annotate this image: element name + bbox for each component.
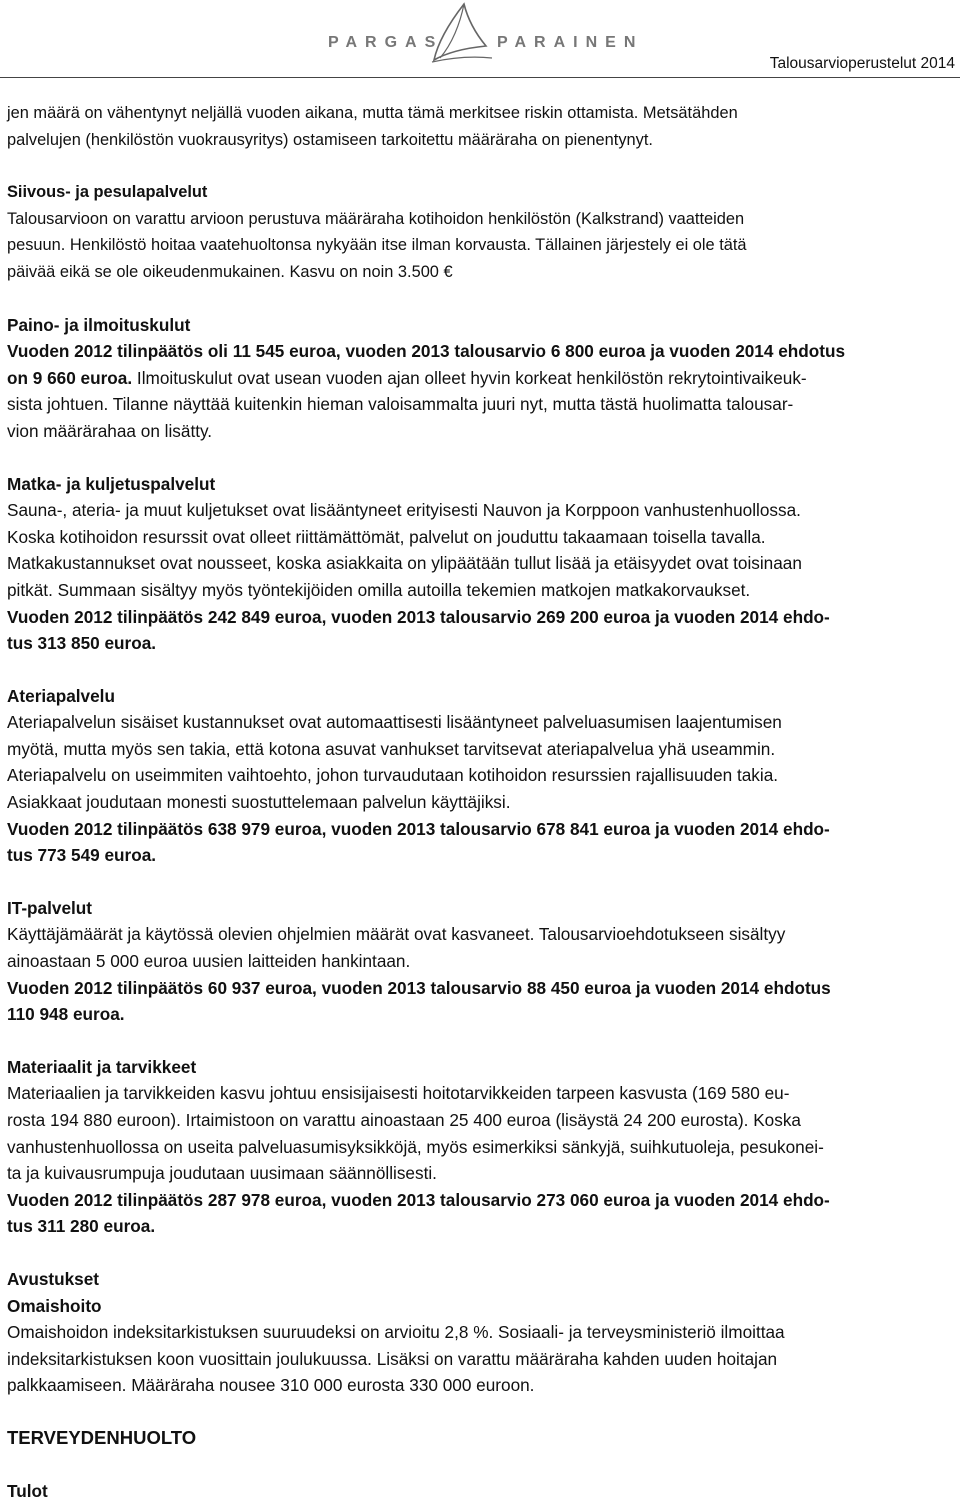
terveydenhuolto-section — [7, 1425, 953, 1504]
section-heading: Materiaalit ja tarvikkeet — [7, 1056, 197, 1077]
text-line: Sauna-, ateria- ja muut kuljetukset ovat lisääntyneet erityisesti Nauvon ja Korppoon vanhustenhuollossa. — [7, 500, 801, 521]
budget-figures-line: tus 313 850 euroa. — [7, 633, 157, 654]
subsection-heading: Omaishoito — [7, 1295, 102, 1316]
text-line: Ateriapalvelun sisäiset kustannukset ovat automaattisesti lisääntyneet palveluasumisen laajentumisen — [7, 712, 782, 733]
budget-figures-line: Vuoden 2012 tilinpäätös 60 937 euroa, vuoden 2013 talousarvio 88 450 euroa ja vuoden 2014 ehdotus — [7, 977, 831, 998]
text-line: Matkakustannukset ovat nousseet, koska asiakkaita on ylipäätään tullut lisää ja etäisyydet ovat toisinaan — [7, 553, 802, 574]
section-heading: Ateriapalvelu — [7, 685, 115, 706]
budget-figures-line: Vuoden 2012 tilinpäätös 287 978 euroa, vuoden 2013 talousarvio 273 060 euroa ja vuoden 2014 ehdo- — [7, 1189, 830, 1210]
sail-logo-icon — [430, 2, 494, 64]
text-line: Materiaalien ja tarvikkeiden kasvu johtuu ensisijaisesti hoitotarvikkeiden tarpeen kasvusta (169 580 eu- — [7, 1083, 790, 1104]
paino-section — [7, 312, 953, 445]
siivous-section — [7, 179, 953, 285]
text-line: Käyttäjämäärät ja käytössä olevien ohjelmien määrät ovat kasvaneet. Talousarvioehdotukseen sisältyy — [7, 924, 786, 945]
avustukset-section — [7, 1266, 953, 1399]
budget-figures-line: tus 311 280 euroa. — [7, 1216, 156, 1237]
header-divider — [0, 77, 960, 78]
text-line: indeksitarkistuksen koon vuosittain joulukuussa. Lisäksi on varattu määräraha kahden uuden hoitajan — [7, 1348, 778, 1369]
intro-section — [7, 100, 953, 153]
text-line: vanhustenhuollossa on useita palveluasumisyksikköjä, myös esimerkiksi sänkyjä, suihkutuoleja, pesukonei- — [7, 1136, 824, 1157]
text-line: rosta 194 880 euroon). Irtaimistoon on varattu ainoastaan 25 400 euroa (lisäystä 24 200 eurosta). Koska — [7, 1110, 801, 1130]
logo-text-right: PARAINEN — [497, 34, 644, 51]
text-line: pitkät. Summaan sisältyy myös työntekijöiden omilla autoilla tekemien matkojen matkakorvaukset. — [7, 579, 751, 600]
subsection-heading: Tulot — [7, 1480, 48, 1501]
budget-figures-line: 110 948 euroa. — [7, 1004, 125, 1025]
budget-figures-line: Vuoden 2012 tilinpäätös oli 11 545 euroa, vuoden 2013 talousarvio 6 800 euroa ja vuoden 2014 ehdotus — [7, 341, 846, 362]
text-line: myötä, mutta myös sen takia, että kotona asuvat vanhukset tarvitsevat ateriapalvelua yhä useammin. — [7, 738, 776, 759]
page-header — [0, 0, 960, 96]
text-line: pesuun. Henkilöstö hoitaa vaatehuoltonsa nykyään itse ilman korvausta. Tällainen järjestely ei ole tätä — [7, 236, 747, 255]
text-line: palvelujen (henkilöstön vuokrausyritys) ostamiseen tarkoitettu määräraha on pienentynyt. — [7, 130, 653, 149]
ateria-section — [7, 683, 953, 869]
text-line: ta ja kuivausrumpuja joudutaan uusimaan säännöllisesti. — [7, 1163, 437, 1184]
chapter-heading: TERVEYDENHUOLTO — [7, 1426, 197, 1448]
text-line: sista johtuen. Tilanne näyttää kuitenkin hieman valoisammalta juuri nyt, mutta tästä huolimatta talousar- — [7, 394, 794, 415]
budget-figures-line: Vuoden 2012 tilinpäätös 638 979 euroa, vuoden 2013 talousarvio 678 841 euroa ja vuoden 2014 ehdo- — [7, 818, 830, 839]
document-body — [7, 100, 953, 1504]
section-heading: Avustukset — [7, 1268, 100, 1289]
text-line: Talousarvioon on varattu arvioon perustuva määräraha kotihoidon henkilöstön (Kalkstrand) vaatteiden — [7, 209, 745, 228]
text-line: ainoastaan 5 000 euroa uusien laitteiden hankintaan. — [7, 951, 411, 972]
text-line: päivää eikä se ole oikeudenmukainen. Kasvu on noin 3.500 € — [7, 262, 453, 281]
text-line: Koska kotihoidon resurssit ovat olleet riittämättömät, palvelut on jouduttu takaamaan toisella tavalla. — [7, 526, 766, 547]
section-heading: Siivous- ja pesulapalvelut — [7, 183, 208, 202]
text-line: palkkaamiseen. Määräraha nousee 310 000 eurosta 330 000 euroon. — [7, 1375, 535, 1396]
text-span: Ilmoituskulut ovat usean vuoden ajan olleet hyvin korkeat henkilöstön rekrytointivaikeuk- — [132, 367, 807, 388]
text-line: Ateriapalvelu on useimmiten vaihtoehto, johon turvaudutaan kotihoidon resurssien rajallisuuden takia. — [7, 765, 779, 786]
section-heading: Matka- ja kuljetuspalvelut — [7, 473, 216, 494]
budget-figures-line: Vuoden 2012 tilinpäätös 242 849 euroa, vuoden 2013 talousarvio 269 200 euroa ja vuoden 2014 ehdo- — [7, 606, 830, 627]
text-line: vion määrärahaa on lisätty. — [7, 420, 213, 441]
materiaalit-section — [7, 1054, 953, 1240]
text-line: Asiakkaat joudutaan monesti suostuttelemaan palvelun käyttäjiksi. — [7, 792, 511, 813]
logo-text-left: PARGAS — [328, 34, 444, 51]
section-heading: Paino- ja ilmoituskulut — [7, 314, 191, 335]
it-section — [7, 895, 953, 1028]
text-line — [7, 365, 953, 392]
section-heading: IT-palvelut — [7, 897, 92, 918]
document-title: Talousarvioperustelut 2014 — [769, 55, 955, 72]
text-line: Omaishoidon indeksitarkistuksen suuruudeksi on arvioitu 2,8 %. Sosiaali- ja terveysministeriö ilmoittaa — [7, 1322, 785, 1343]
text-line: jen määrä on vähentynyt neljällä vuoden aikana, mutta tämä merkitsee riskin ottamista. Metsätähden — [7, 104, 738, 122]
matka-section — [7, 471, 953, 657]
budget-figures-line: tus 773 549 euroa. — [7, 845, 157, 866]
budget-figures-text: on 9 660 euroa. — [7, 367, 133, 388]
